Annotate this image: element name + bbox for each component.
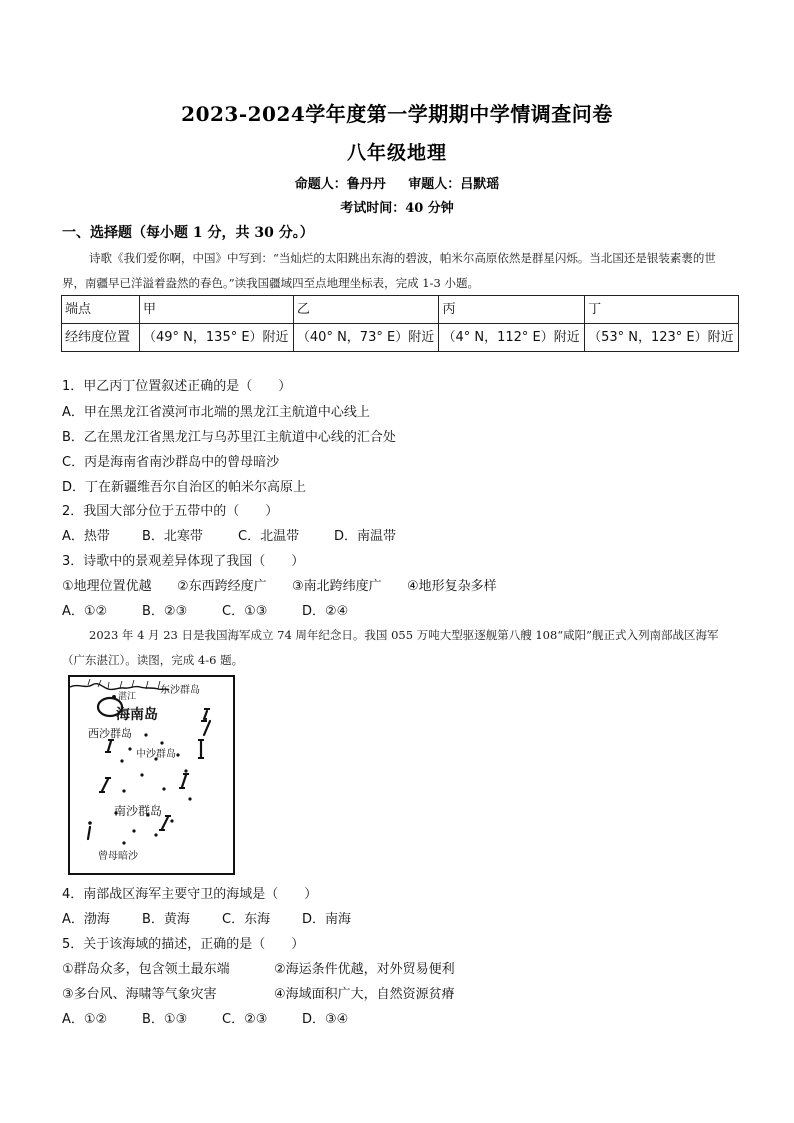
- table-header-cell: 甲: [140, 296, 294, 324]
- q3-option-d[interactable]: D．②④: [302, 604, 349, 619]
- q3-option-a[interactable]: A．①②: [62, 604, 108, 619]
- q5-items-row-1: [62, 958, 455, 977]
- q2-option-c[interactable]: C．北温带: [238, 529, 300, 544]
- q3-stem: 3．诗歌中的景观差异体现了我国（ ）: [62, 554, 305, 569]
- section-heading: 一、选择题（每小题 1 分，共 30 分。）: [62, 225, 314, 241]
- table-cell: （4° N，112° E）附近: [439, 324, 585, 352]
- q5-option-a[interactable]: A．①②: [62, 1012, 108, 1027]
- q5-option-b[interactable]: B．①③: [142, 1012, 188, 1027]
- label-zengmu: 曾母暗沙: [98, 851, 138, 862]
- q3-option-c[interactable]: C．①③: [222, 604, 268, 619]
- q5-options: [62, 1008, 348, 1027]
- q5-item-4: ④海域面积广大，自然资源贫瘠: [274, 987, 455, 1002]
- map-frame: [69, 676, 234, 874]
- label-nansha: 南沙群岛: [114, 804, 163, 818]
- reviewer-text: 审题人：吕默瑶: [408, 177, 500, 192]
- q3-options: [62, 600, 348, 619]
- table-header-cell: 乙: [293, 296, 439, 324]
- table-header-row: [62, 296, 739, 324]
- exam-subtitle: 八年级地理: [346, 142, 447, 164]
- q5-item-1: ①群岛众多，包含领土最东端: [62, 962, 230, 977]
- q1-option-d[interactable]: D．丁在新疆维吾尔自治区的帕米尔高原上: [62, 480, 307, 495]
- q4-option-c[interactable]: C．东海: [222, 912, 271, 927]
- intro-2-line-1: 2023 年 4 月 23 日是我国海军成立 74 周年纪念日。我国 055 万吨大型驱逐舰第八艘 108“咸阳”舰正式入: [89, 628, 639, 642]
- label-xisha: 西沙群岛: [88, 727, 132, 740]
- exam-time: 考试时间：40 分钟: [340, 201, 454, 216]
- zhanjiang-marker: [112, 695, 116, 699]
- table-header-cell: 丁: [585, 296, 739, 324]
- q5-item-2: ②海运条件优越，对外贸易便利: [274, 962, 455, 977]
- exam-authors: [0, 173, 794, 192]
- q3-item-3: ③南北跨纬度广: [292, 579, 382, 594]
- label-zhongsha: 中沙群岛: [136, 749, 176, 760]
- q2-option-d[interactable]: D．南温带: [334, 529, 397, 544]
- table-row-label: 经纬度位置: [62, 324, 140, 352]
- exam-title: 2023-2024学年度第一学期期中学情调查问卷: [181, 102, 613, 126]
- label-dongsha: 东沙群岛: [160, 685, 200, 696]
- q5-items-row-2: [62, 983, 455, 1002]
- q5-option-d[interactable]: D．③④: [302, 1012, 349, 1027]
- intro-paragraph-1: [62, 246, 737, 296]
- table-header-cell: 端点: [62, 296, 140, 324]
- table-cell: （40° N，73° E）附近: [293, 324, 439, 352]
- q1-option-a[interactable]: A．甲在黑龙江省漠河市北端的黑龙江主航道中心线上: [62, 405, 370, 420]
- q3-item-1: ①地理位置优越: [62, 579, 152, 594]
- q3-item-4: ④地形复杂多样: [407, 579, 497, 594]
- intro-1-line-1: 诗歌《我们爱你啊，中国》中写到：“当灿烂的太阳跳出东海的碧波，帕米尔高原依然是群星闪烁。当北: [89, 251, 613, 265]
- q5-stem: 5．关于该海域的描述，正确的是（ ）: [62, 937, 305, 952]
- q5-item-3: ③多台风、海啸等气象灾害: [62, 987, 217, 1002]
- q1-stem: 1．甲乙丙丁位置叙述正确的是（ ）: [62, 379, 292, 394]
- table-header-cell: 丙: [439, 296, 585, 324]
- q4-options: [62, 908, 351, 927]
- q2-option-a[interactable]: A．热带: [62, 529, 110, 544]
- q1-option-c[interactable]: C．丙是海南省南沙群岛中的曾母暗沙: [62, 455, 280, 470]
- label-zhanjiang: 湛江: [118, 692, 137, 702]
- q5-option-c[interactable]: C．②③: [222, 1012, 268, 1027]
- author-text: 命题人：鲁丹丹: [294, 177, 386, 192]
- coordinates-table: [61, 295, 739, 352]
- label-hainan: 海南岛: [116, 707, 158, 723]
- intro-2-line-2: 列南部战区海军（广东湛江）。读图，完成 4-6 题。: [62, 628, 719, 667]
- q2-options: [62, 525, 396, 544]
- table-row: [62, 324, 739, 352]
- intro-paragraph-2: [62, 623, 737, 673]
- q2-option-b[interactable]: B．北寒带: [142, 529, 203, 544]
- table-cell: （53° N，123° E）附近: [585, 324, 739, 352]
- q4-option-b[interactable]: B．黄海: [142, 912, 190, 927]
- south-china-sea-map: [68, 675, 235, 875]
- q4-stem: 4．南部战区海军主要守卫的海域是（ ）: [62, 887, 318, 902]
- q4-option-d[interactable]: D．南海: [302, 912, 352, 927]
- q2-stem: 2．我国大部分位于五带中的（ ）: [62, 504, 279, 519]
- table-cell: （49° N，135° E）附近: [140, 324, 294, 352]
- q1-option-b[interactable]: B．乙在黑龙江省黑龙江与乌苏里江主航道中心线的汇合处: [62, 430, 396, 445]
- q4-option-a[interactable]: A．渤海: [62, 912, 110, 927]
- q3-items: [62, 575, 497, 594]
- intro-1-line-2: 国还是银装素裹的世界，南疆早已洋溢着盎然的春色。”读我国疆域四至点地理坐标表，完成 1-3 小题。: [62, 251, 716, 290]
- q3-item-2: ②东西跨经度广: [177, 579, 267, 594]
- q3-option-b[interactable]: B．②③: [142, 604, 188, 619]
